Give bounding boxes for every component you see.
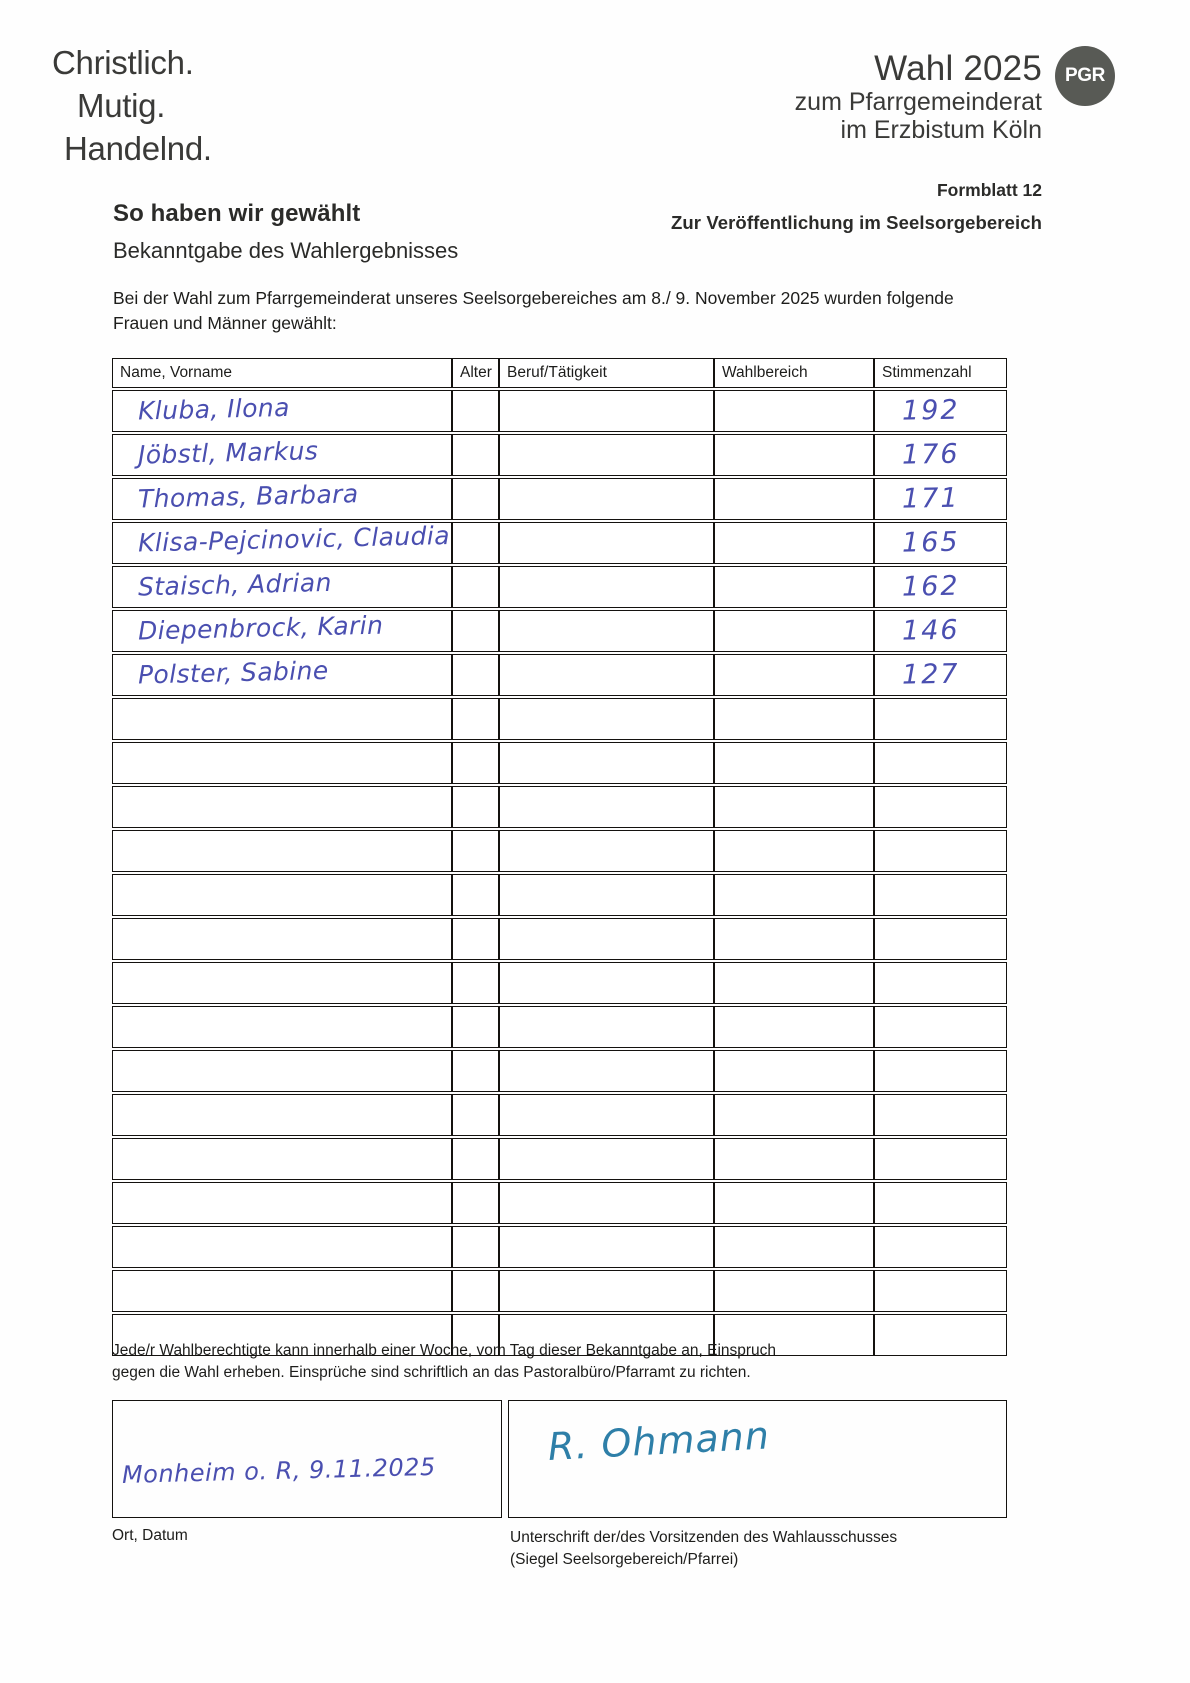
cell-alter[interactable] <box>452 830 499 872</box>
cell-beruf[interactable] <box>499 1006 714 1048</box>
cell-name[interactable] <box>112 742 452 784</box>
cell-wahlbereich[interactable] <box>714 434 874 476</box>
cell-beruf[interactable] <box>499 874 714 916</box>
cell-stimmenzahl[interactable] <box>874 1226 1007 1268</box>
cell-wahlbereich[interactable] <box>714 478 874 520</box>
signature-caption <box>510 1527 1070 1571</box>
cell-stimmenzahl[interactable] <box>874 1006 1007 1048</box>
cell-stimmenzahl[interactable] <box>874 434 1007 476</box>
cell-beruf[interactable] <box>499 918 714 960</box>
election-header <box>795 50 1042 144</box>
brand-slogan <box>52 42 212 171</box>
cell-stimmenzahl[interactable] <box>874 522 1007 564</box>
cell-wahlbereich[interactable] <box>714 918 874 960</box>
cell-stimmenzahl[interactable] <box>874 918 1007 960</box>
cell-name[interactable] <box>112 1006 452 1048</box>
handwritten-name: Diepenbrock, Karin <box>137 610 384 646</box>
handwritten-stimmenzahl: 127 <box>901 658 960 691</box>
cell-name[interactable] <box>112 918 452 960</box>
cell-name[interactable] <box>112 1094 452 1136</box>
column-header-wahlbereich: Wahlbereich <box>714 358 874 388</box>
handwritten-stimmenzahl: 165 <box>901 526 960 559</box>
cell-wahlbereich[interactable] <box>714 566 874 608</box>
cell-beruf[interactable] <box>499 390 714 432</box>
handwritten-stimmenzahl: 171 <box>901 482 960 515</box>
cell-stimmenzahl[interactable] <box>874 610 1007 652</box>
cell-beruf[interactable] <box>499 1094 714 1136</box>
cell-beruf[interactable] <box>499 654 714 696</box>
cell-wahlbereich[interactable] <box>714 1094 874 1136</box>
table-row <box>112 434 1007 476</box>
cell-beruf[interactable] <box>499 522 714 564</box>
cell-beruf[interactable] <box>499 698 714 740</box>
cell-name[interactable] <box>112 390 452 432</box>
cell-stimmenzahl[interactable] <box>874 1138 1007 1180</box>
cell-stimmenzahl[interactable] <box>874 742 1007 784</box>
cell-wahlbereich[interactable] <box>714 698 874 740</box>
cell-stimmenzahl[interactable] <box>874 390 1007 432</box>
cell-name[interactable] <box>112 478 452 520</box>
cell-wahlbereich[interactable] <box>714 1050 874 1092</box>
column-header-beruf: Beruf/Tätigkeit <box>499 358 714 388</box>
cell-alter[interactable] <box>452 390 499 432</box>
cell-stimmenzahl[interactable] <box>874 962 1007 1004</box>
cell-wahlbereich[interactable] <box>714 874 874 916</box>
cell-alter[interactable] <box>452 478 499 520</box>
cell-alter[interactable] <box>452 874 499 916</box>
brand-slogan-line-1: Christlich. <box>52 44 194 81</box>
cell-name[interactable] <box>112 522 452 564</box>
election-results-table <box>112 356 1007 1358</box>
table-row <box>112 522 1007 564</box>
cell-name[interactable] <box>112 1226 452 1268</box>
cell-stimmenzahl[interactable] <box>874 1094 1007 1136</box>
cell-beruf[interactable] <box>499 1270 714 1312</box>
pgr-badge-label: PGR <box>1065 65 1105 86</box>
table-row <box>112 786 1007 828</box>
cell-wahlbereich[interactable] <box>714 962 874 1004</box>
cell-alter[interactable] <box>452 566 499 608</box>
handwritten-name: Jöbstl, Markus <box>137 435 319 470</box>
page-subtitle: Bekanntgabe des Wahlergebnisses <box>113 238 459 263</box>
objection-note <box>112 1340 992 1384</box>
cell-stimmenzahl[interactable] <box>874 478 1007 520</box>
objection-note-line-2: gegen die Wahl erheben. Einsprüche sind schriftlich an das Pastoralbüro/Pfarramt zu richten. <box>112 1364 751 1381</box>
cell-alter[interactable] <box>452 1138 499 1180</box>
cell-name[interactable] <box>112 830 452 872</box>
cell-beruf[interactable] <box>499 1182 714 1224</box>
cell-alter[interactable] <box>452 1226 499 1268</box>
place-date-caption: Ort, Datum <box>112 1527 188 1544</box>
cell-alter[interactable] <box>452 698 499 740</box>
table-row <box>112 698 1007 740</box>
handwritten-name: Kluba, Ilona <box>137 392 291 426</box>
cell-beruf[interactable] <box>499 610 714 652</box>
cell-alter[interactable] <box>452 786 499 828</box>
cell-name[interactable] <box>112 1050 452 1092</box>
election-title: Wahl 2025 <box>874 49 1042 88</box>
cell-alter[interactable] <box>452 918 499 960</box>
table-row <box>112 1050 1007 1092</box>
cell-stimmenzahl[interactable] <box>874 1270 1007 1312</box>
intro-paragraph: Bei der Wahl zum Pfarrgemeinderat unseres Seelsorgebereiches am 8./ 9. November 2025 wurden folgende Frauen und Männer gewählt: <box>113 288 954 334</box>
column-header-stimmenzahl: Stimmenzahl <box>874 358 1007 388</box>
cell-alter[interactable] <box>452 654 499 696</box>
cell-wahlbereich[interactable] <box>714 1182 874 1224</box>
cell-wahlbereich[interactable] <box>714 390 874 432</box>
cell-alter[interactable] <box>452 610 499 652</box>
cell-alter[interactable] <box>452 1270 499 1312</box>
cell-stimmenzahl[interactable] <box>874 1182 1007 1224</box>
cell-beruf[interactable] <box>499 1138 714 1180</box>
cell-beruf[interactable] <box>499 434 714 476</box>
table-row <box>112 962 1007 1004</box>
cell-alter[interactable] <box>452 1182 499 1224</box>
table-row <box>112 654 1007 696</box>
cell-beruf[interactable] <box>499 1050 714 1092</box>
cell-name[interactable] <box>112 1270 452 1312</box>
table-row <box>112 478 1007 520</box>
brand-slogan-line-3: Handelnd. <box>64 129 212 167</box>
table-row <box>112 1270 1007 1312</box>
cell-name[interactable] <box>112 566 452 608</box>
handwritten-name: Klisa-Pejcinovic, Claudia <box>137 520 451 558</box>
cell-name[interactable] <box>112 786 452 828</box>
cell-wahlbereich[interactable] <box>714 1138 874 1180</box>
handwritten-stimmenzahl: 146 <box>901 614 960 647</box>
cell-name[interactable] <box>112 1138 452 1180</box>
signature-caption-line-2: (Siegel Seelsorgebereich/Pfarrei) <box>510 1551 739 1568</box>
cell-beruf[interactable] <box>499 786 714 828</box>
cell-alter[interactable] <box>452 434 499 476</box>
table-row <box>112 1138 1007 1180</box>
cell-wahlbereich[interactable] <box>714 1270 874 1312</box>
table-row <box>112 1226 1007 1268</box>
table-row <box>112 390 1007 432</box>
table-row <box>112 742 1007 784</box>
handwritten-stimmenzahl: 192 <box>901 394 960 427</box>
handwritten-name: Staisch, Adrian <box>137 567 333 602</box>
election-subtitle-1: zum Pfarrgemeinderat <box>794 88 1042 117</box>
cell-name[interactable] <box>112 1182 452 1224</box>
cell-stimmenzahl[interactable] <box>874 786 1007 828</box>
handwritten-name: Polster, Sabine <box>137 655 329 690</box>
place-date-handwriting: Monheim o. R, 9.11.2025 <box>121 1452 437 1489</box>
cell-stimmenzahl[interactable] <box>874 874 1007 916</box>
signature-caption-line-1: Unterschrift der/des Vorsitzenden des Wahlausschusses <box>510 1529 898 1546</box>
cell-name[interactable] <box>112 874 452 916</box>
form-number: Formblatt 12 <box>936 180 1042 200</box>
cell-wahlbereich[interactable] <box>714 830 874 872</box>
cell-alter[interactable] <box>452 742 499 784</box>
cell-stimmenzahl[interactable] <box>874 1050 1007 1092</box>
cell-name[interactable] <box>112 654 452 696</box>
objection-note-line-1: Jede/r Wahlberechtigte kann innerhalb einer Woche, vom Tag dieser Bekanntgabe an, Einspruch <box>112 1342 777 1359</box>
column-header-alter: Alter <box>452 358 499 388</box>
table-header-row <box>112 358 1007 388</box>
column-header-name: Name, Vorname <box>112 358 452 388</box>
cell-beruf[interactable] <box>499 566 714 608</box>
cell-beruf[interactable] <box>499 962 714 1004</box>
table-row <box>112 874 1007 916</box>
cell-alter[interactable] <box>452 1050 499 1092</box>
table-row <box>112 1006 1007 1048</box>
cell-wahlbereich[interactable] <box>714 1226 874 1268</box>
page-title: So haben wir gewählt <box>113 200 361 227</box>
signature-handwriting: R. Ohmann <box>546 1413 771 1469</box>
cell-wahlbereich[interactable] <box>714 1006 874 1048</box>
cell-alter[interactable] <box>452 962 499 1004</box>
handwritten-stimmenzahl: 162 <box>901 570 960 603</box>
table-row <box>112 610 1007 652</box>
cell-name[interactable] <box>112 962 452 1004</box>
handwritten-name: Thomas, Barbara <box>137 478 359 514</box>
cell-stimmenzahl[interactable] <box>874 566 1007 608</box>
table-row <box>112 830 1007 872</box>
cell-wahlbereich[interactable] <box>714 786 874 828</box>
cell-stimmenzahl[interactable] <box>874 654 1007 696</box>
cell-alter[interactable] <box>452 1006 499 1048</box>
cell-stimmenzahl[interactable] <box>874 830 1007 872</box>
table-row <box>112 566 1007 608</box>
table-row <box>112 1182 1007 1224</box>
cell-name[interactable] <box>112 434 452 476</box>
cell-wahlbereich[interactable] <box>714 610 874 652</box>
table-row <box>112 1094 1007 1136</box>
pgr-logo-badge <box>1055 46 1115 106</box>
cell-alter[interactable] <box>452 522 499 564</box>
cell-name[interactable] <box>112 698 452 740</box>
cell-beruf[interactable] <box>499 478 714 520</box>
cell-alter[interactable] <box>452 1094 499 1136</box>
cell-beruf[interactable] <box>499 1226 714 1268</box>
handwritten-stimmenzahl: 176 <box>901 438 960 471</box>
cell-beruf[interactable] <box>499 830 714 872</box>
cell-wahlbereich[interactable] <box>714 522 874 564</box>
cell-beruf[interactable] <box>499 742 714 784</box>
cell-wahlbereich[interactable] <box>714 654 874 696</box>
brand-slogan-line-2: Mutig. <box>77 86 166 124</box>
table-row <box>112 918 1007 960</box>
cell-wahlbereich[interactable] <box>714 742 874 784</box>
publication-note: Zur Veröffentlichung im Seelsorgebereich <box>670 212 1042 233</box>
election-subtitle-2: im Erzbistum Köln <box>840 116 1042 145</box>
cell-name[interactable] <box>112 610 452 652</box>
cell-stimmenzahl[interactable] <box>874 698 1007 740</box>
